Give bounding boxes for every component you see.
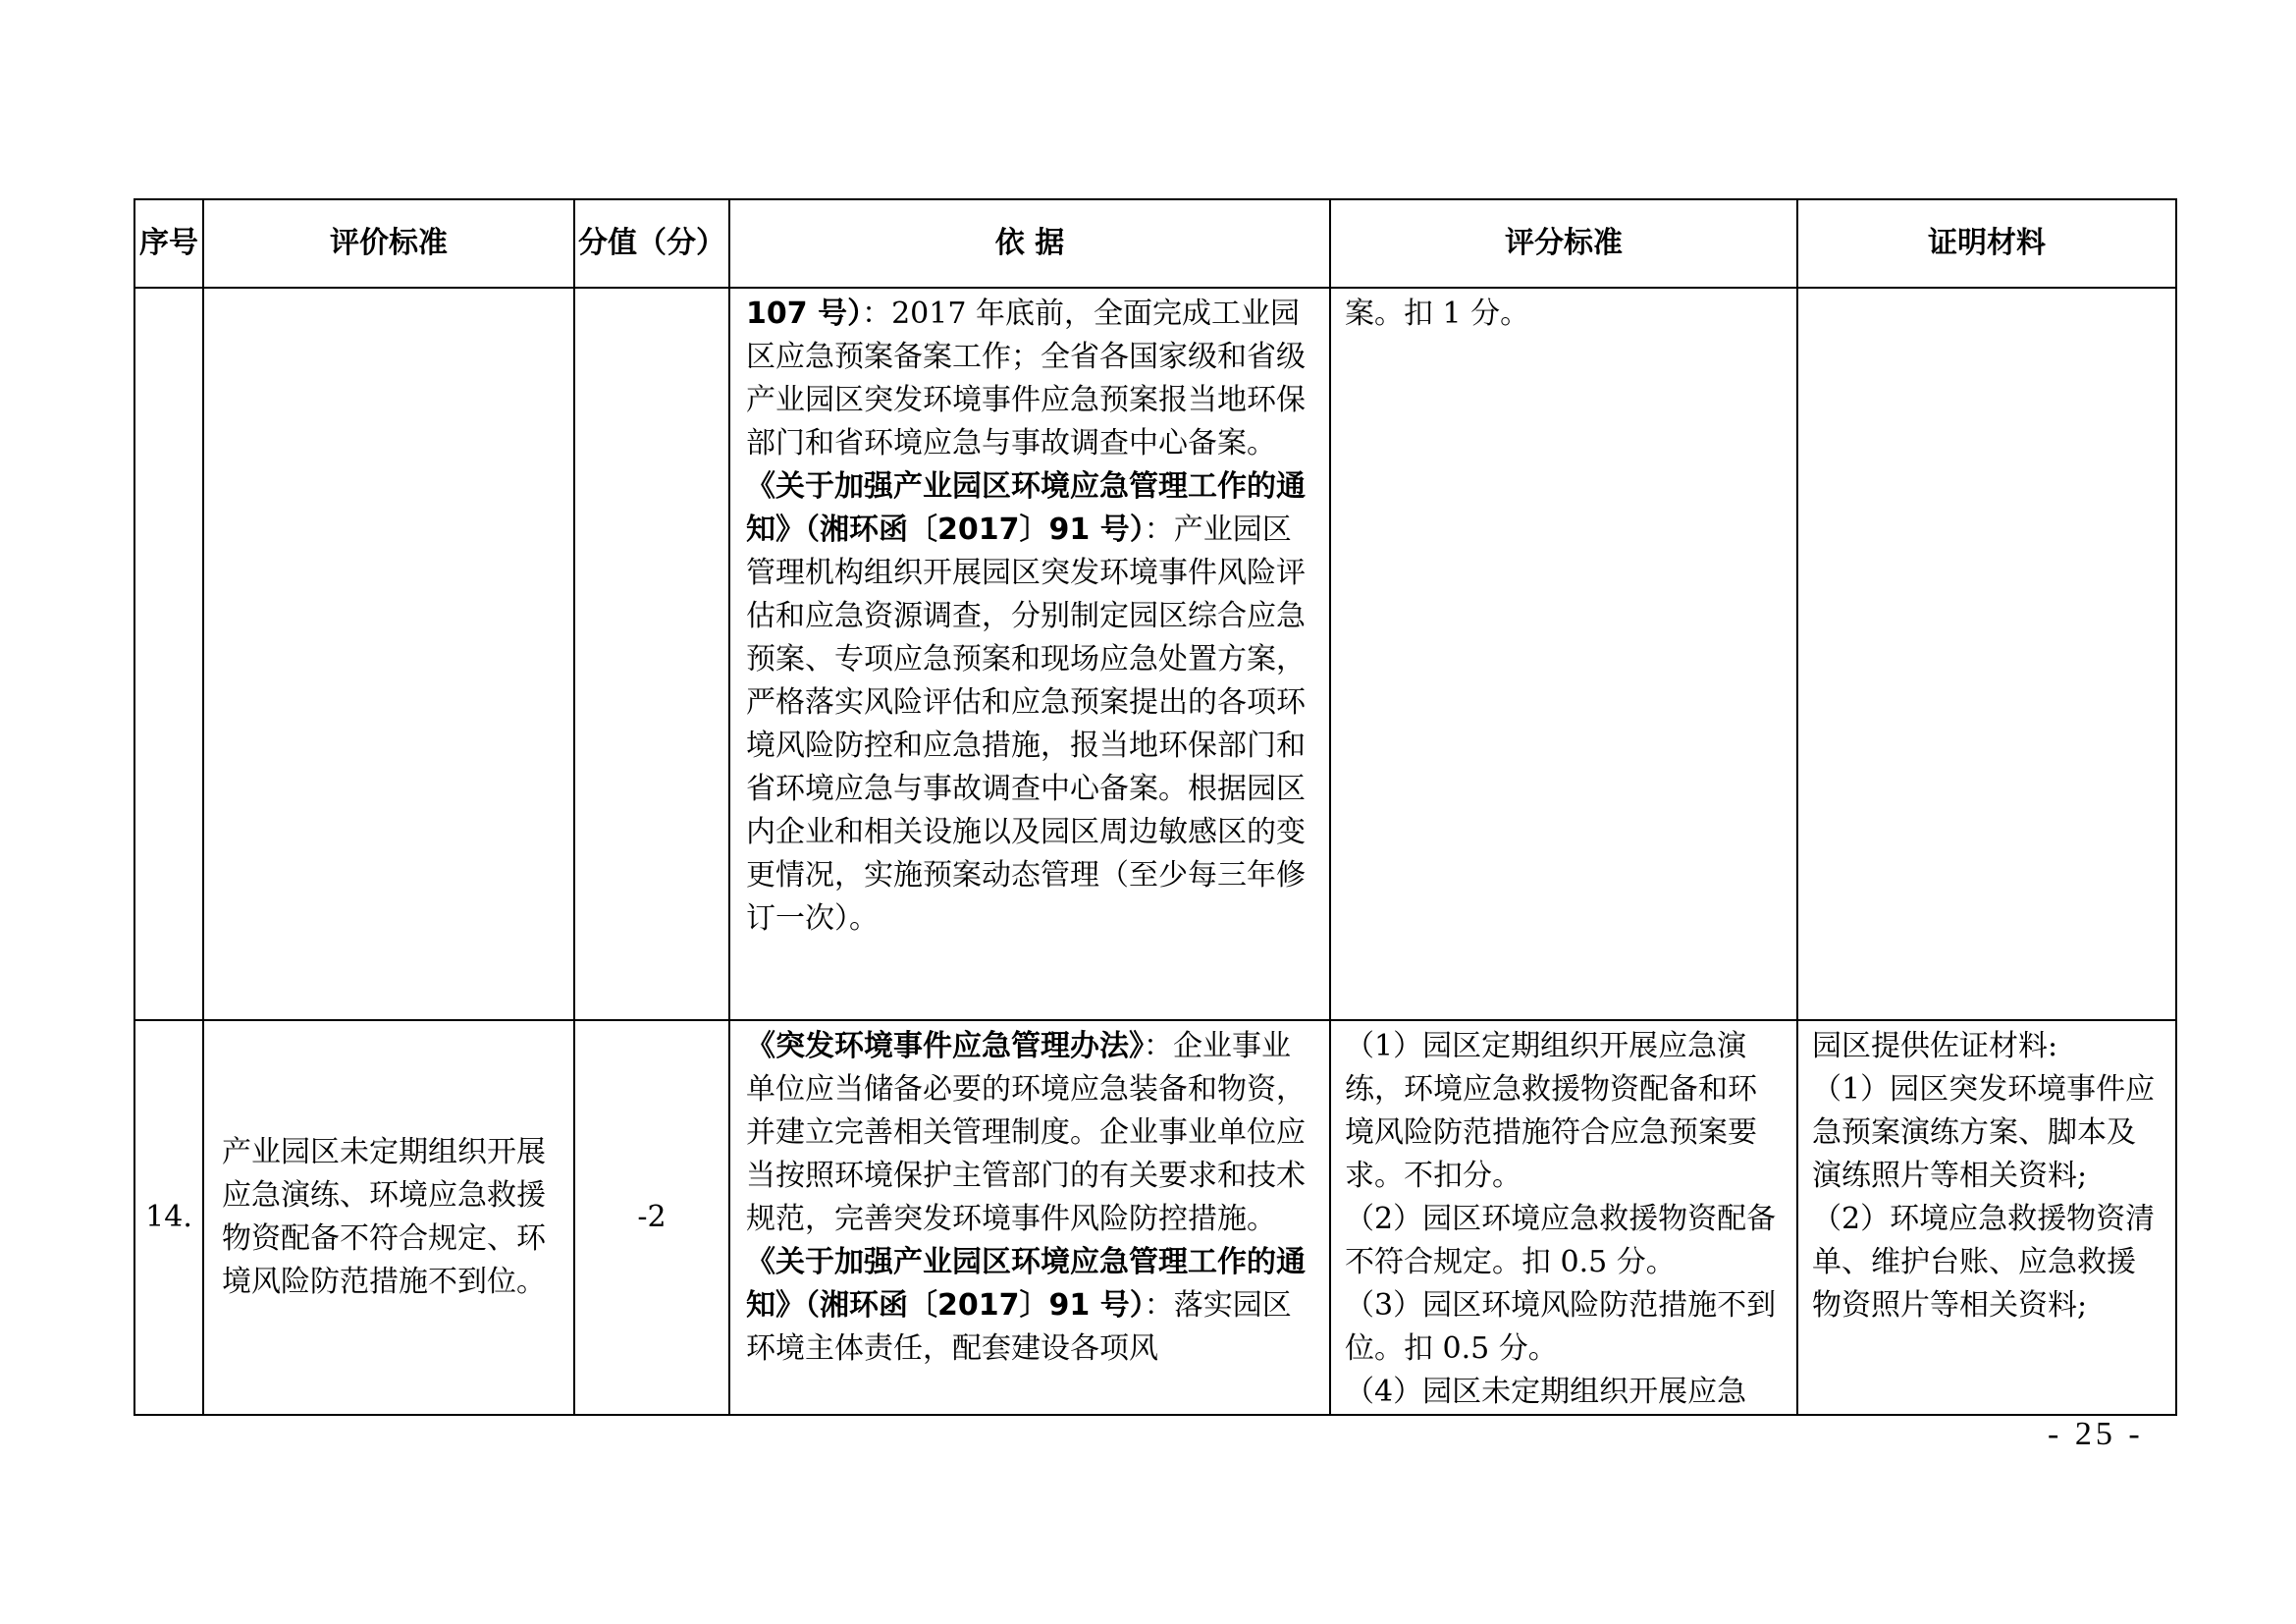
row1-seq xyxy=(134,288,203,1020)
row2-basis xyxy=(729,1020,1330,1415)
header-scoring: 评分标准 xyxy=(1330,199,1797,288)
row2-scoring-item-1: （1）园区定期组织开展应急演练，环境应急救援物资配备和环境风险防范措施符合应急预案要求。不扣分。 xyxy=(1345,1029,1757,1193)
row2-seq: 14. xyxy=(134,1020,203,1415)
row2-evidence-item-1: （1）园区突发环境事件应急预案演练方案、脚本及演练照片等相关资料; xyxy=(1812,1072,2156,1193)
row2-scoring-item-3: （3）园区环境风险防范措施不到位。扣 0.5 分。 xyxy=(1345,1288,1777,1366)
row2-basis-ref-1: 《突发环境事件应急管理办法》 xyxy=(746,1029,1144,1063)
row1-basis xyxy=(729,288,1330,1020)
row2-basis-text-1: ：企业事业单位应当储备必要的环境应急装备和物资，并建立完善相关管理制度。企业事业单位应当按照环境保护主管部门的有关要求和技术规范，完善突发环境事件风险防控措施。 xyxy=(746,1029,1306,1236)
row1-basis-para-2 xyxy=(746,465,1313,941)
row2-scoring-item-4: （4）园区未定期组织开展应急 xyxy=(1345,1375,1747,1409)
header-seq: 序号 xyxy=(134,199,203,288)
row2-basis-ref-2: 《关于加强产业园区环境应急管理工作的通知》（湘环函〔2017〕91 号） xyxy=(746,1245,1306,1323)
row2-evidence xyxy=(1797,1020,2176,1415)
row2-basis-text-2: ：落实园区环境主体责任，配套建设各项风 xyxy=(746,1288,1292,1366)
evaluation-table xyxy=(133,198,2177,1416)
row2-scoring xyxy=(1330,1020,1797,1415)
row1-evidence xyxy=(1797,288,2176,1020)
table-row xyxy=(134,1020,2176,1415)
row1-basis-ref-1: 107 号） xyxy=(746,297,863,331)
row1-basis-ref-2: 《关于加强产业园区环境应急管理工作的通知》（湘环函〔2017〕91 号） xyxy=(746,469,1306,547)
row2-basis-para-1 xyxy=(746,1025,1313,1241)
row2-evidence-item-2: （2）环境应急救援物资清单、维护台账、应急救援物资照片等相关资料; xyxy=(1812,1202,2156,1323)
row2-evidence-intro: 园区提供佐证材料: xyxy=(1812,1029,2058,1063)
row2-criterion: 产业园区未定期组织开展应急演练、环境应急救援物资配备不符合规定、环境风险防范措施不到位。 xyxy=(203,1020,574,1415)
page-number: - 25 - xyxy=(2048,1416,2144,1452)
row1-basis-text-2: ：产业园区管理机构组织开展园区突发环境事件风险评估和应急资源调查，分别制定园区综合应急预案、专项应急预案和现场应急处置方案，严格落实风险评估和应急预案提出的各项环境风险防控和应急措施，报当地环保部门和省环境应急与事故调查中心备案。根据园区内企业和相关设施以及园区周边敏感区的变更情况，实施预案动态管理（至少每三年修订一次）。 xyxy=(746,513,1306,936)
header-basis: 依 据 xyxy=(729,199,1330,288)
row1-value xyxy=(574,288,729,1020)
row2-scoring-item-2: （2）园区环境应急救援物资配备不符合规定。扣 0.5 分。 xyxy=(1345,1202,1777,1279)
row2-value: -2 xyxy=(574,1020,729,1415)
row1-criterion xyxy=(203,288,574,1020)
row2-basis-para-2 xyxy=(746,1241,1313,1371)
header-evidence: 证明材料 xyxy=(1797,199,2176,288)
header-criterion: 评价标准 xyxy=(203,199,574,288)
table-row xyxy=(134,288,2176,1020)
row1-basis-para-1 xyxy=(746,293,1313,465)
row1-scoring: 案。扣 1 分。 xyxy=(1330,288,1797,1020)
row1-basis-text-1: ：2017 年底前，全面完成工业园区应急预案备案工作；全省各国家级和省级产业园区突发环境事件应急预案报当地环保部门和省环境应急与事故调查中心备案。 xyxy=(746,297,1306,460)
table-header-row xyxy=(134,199,2176,288)
header-value: 分值（分） xyxy=(574,199,729,288)
